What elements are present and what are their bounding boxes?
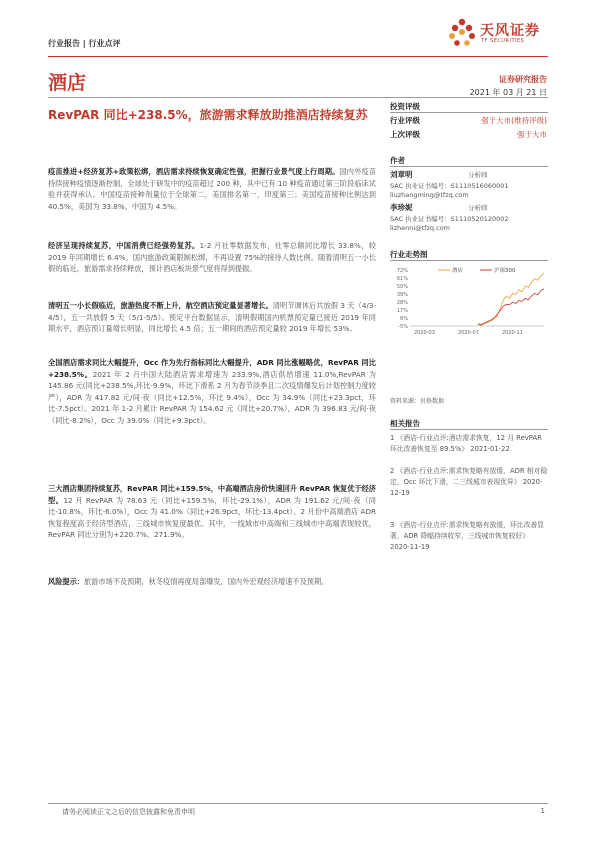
- author-cert: SAC 执业证书编号：S1110520120002: [390, 215, 509, 223]
- author-email[interactable]: lizhenni@tfzq.com: [390, 224, 451, 232]
- report-date: 2021 年 03 月 21 日: [469, 88, 547, 97]
- body-paragraph: 经济呈现持续复苏，中国消费已经强势复苏。1-2 月社零数据发布，社零总额同比增长 33.8%，较 2019 年同期增长 6.4%。国内旅游政策限制松绑，不再设置 75%的接待人数比例。随着清明五一小长假的临近，旅游需求持续释放，预计酒店板块景气度将得到提振。: [48, 241, 376, 274]
- y-tick-label: 39%: [396, 292, 408, 298]
- footer-divider: [48, 803, 548, 804]
- industry-title: 酒店: [48, 72, 87, 94]
- author-role: 分析师: [468, 204, 488, 212]
- breadcrumb: 行业报告 | 行业点评: [48, 39, 121, 48]
- chart-source: 资料来源：贝格数据: [390, 398, 445, 405]
- legend-label: 酒店: [452, 268, 464, 274]
- report-type: 证券研究报告: [499, 75, 547, 84]
- body-paragraph: 疫苗推进+经济复苏+政策松绑，酒店需求持续恢复确定性强，把握行业景气度上行周期。国内外疫苗持续接种疫情逐渐控制，全球处于研发中的疫苗超过 200 种，其中已有 10 种疫苗通过第三阶段临床试验并获得承认。中国疫苗接种剂量位于全球第二，美国排名第一，印度第三；美国疫苗接种比例达到 40.5%，美国为 33.8%，中国为 4.5%。: [48, 167, 376, 211]
- prev-rating-value: 强于大市: [517, 130, 547, 139]
- risk-paragraph: 风险提示：旅游市场不及预期，秋冬疫情再度局部爆发，国内外宏观经济增速不及预期。: [48, 577, 329, 586]
- sidebar-divider: [390, 166, 548, 167]
- sidebar-divider: [390, 429, 548, 430]
- brand-name-en: TF SECURITIES: [481, 38, 525, 44]
- y-tick-label: 72%: [396, 268, 408, 274]
- trend-heading: 行业走势图: [390, 250, 428, 259]
- y-tick-label: 28%: [396, 300, 408, 306]
- x-tick-label: 2020-07: [458, 330, 479, 336]
- related-report[interactable]: 3 《酒店-行业点评:需求恢复略有放缓，环比改善显著，ADR 降幅持续收窄，三线城市恢复较好》 2020-11-19: [390, 521, 544, 551]
- body-paragraph: 全国酒店需求同比大幅提升，Occ 作为先行指标同比大幅提升，ADR 同比涨幅略优，RevPAR 同比+238.5%。2021 年 2 月中国大陆酒店需求增速为 233.9%,酒店供给增速 11.0%,RevPAR 为 145.86 元(同比+238.5%,环比-9.9%，环比下滑系 2 月为春节淡季且二次疫情爆发后计划控制力度较严），ADR 为 417.82 元/间·夜（同比+12.5%，环比 9.4%），Occ 为 34.9%（同比+23.3pct，环比-7.5pct）。2021 年 1-2 月累计 RevPAR 为 154.62 元（同比+20.7%），ADR 为 396.83 元/间·夜（同比-8.2%），Occ 为 39.0%（同比+9.3pct）。: [48, 358, 376, 425]
- author-name: 李珍妮: [390, 203, 413, 212]
- author-email[interactable]: liuzhangming@tfzq.com: [390, 191, 469, 199]
- x-tick-label: 2020-03: [414, 330, 435, 336]
- rating-heading: 投资评级: [390, 102, 420, 111]
- author-name: 刘章明: [390, 170, 413, 179]
- rating-label: 行业评级: [390, 116, 420, 125]
- rating-value: 强于大市(维持评级): [481, 116, 547, 125]
- y-tick-label: 61%: [396, 276, 408, 282]
- header-divider: [48, 56, 548, 57]
- author-cert: SAC 执业证书编号：S1110516060001: [390, 182, 509, 190]
- author-role: 分析师: [468, 171, 488, 179]
- x-tick-label: 2020-11: [502, 330, 523, 336]
- y-tick-label: 6%: [400, 316, 408, 322]
- series-line: [478, 273, 544, 325]
- brand-name: 天风证券: [480, 23, 540, 39]
- y-tick-label: -5%: [398, 324, 408, 330]
- page-number: 1: [540, 807, 545, 815]
- report-headline: RevPAR 同比+238.5%，旅游需求释放助推酒店持续复苏: [48, 108, 368, 122]
- related-heading: 相关报告: [390, 419, 420, 428]
- footer-disclaimer: 请务必阅读正文之后的信息披露和免责申明: [62, 808, 195, 816]
- title-divider: [48, 97, 548, 98]
- y-tick-label: 17%: [396, 308, 408, 314]
- author-heading: 作者: [390, 156, 405, 165]
- y-tick-label: 50%: [396, 284, 408, 290]
- body-paragraph: 三大酒店集团持续复苏，RevPAR 同比+159.5%，中高端酒店房价快速回升 RevPAR 恢复优于经济型。12 月 RevPAR 为 78.63 元（同比+159.5%，环比-29.1%），ADR 为 191.62 元/间·夜（同比-10.8%，环比-6.0%），Occ 为 41.0%（同比+26.9pct，环比-13.4pct）。2 月份中高端酒店 ADR 恢复程度高于经济型酒店，三线城市恢复度最优。其中，一线城市中高端和三线城市中高端表现较优，RevPAR 同比分别为+220.7%、271.9%。: [48, 484, 376, 540]
- brand-logo-icon: [447, 16, 477, 50]
- trend-chart: [390, 264, 548, 338]
- prev-rating-label: 上次评级: [390, 130, 420, 139]
- sidebar-divider: [390, 112, 548, 113]
- sidebar-divider: [390, 260, 548, 261]
- related-report[interactable]: 2 《酒店-行业点评:需求恢复略有放缓，ADR 相对稳定，Occ 环比下滑，二三线城市表现优异》 2020-12-19: [390, 467, 548, 497]
- related-report[interactable]: 1 《酒店-行业点评:酒店需求恢复，12 月 RevPAR 环比改善恢复至 89.5%》 2021-01-22: [390, 434, 542, 453]
- legend-label: 沪深300: [494, 268, 516, 274]
- body-paragraph: 清明五一小长假临近，旅游热度不断上升，航空酒店预定量显著增长。清明节调休后共放假 3 天（4/3-4/5），五一共放假 5 天（5/1-5/5）。预定平台数据显示，清明假期国内机票预定量已接近 2019 年同期水平，酒店预订量增长明显，同比增长 4.5 倍；五一期间的酒店预定量较 2019 年增长 53%。: [48, 301, 376, 334]
- series-line: [478, 289, 544, 325]
